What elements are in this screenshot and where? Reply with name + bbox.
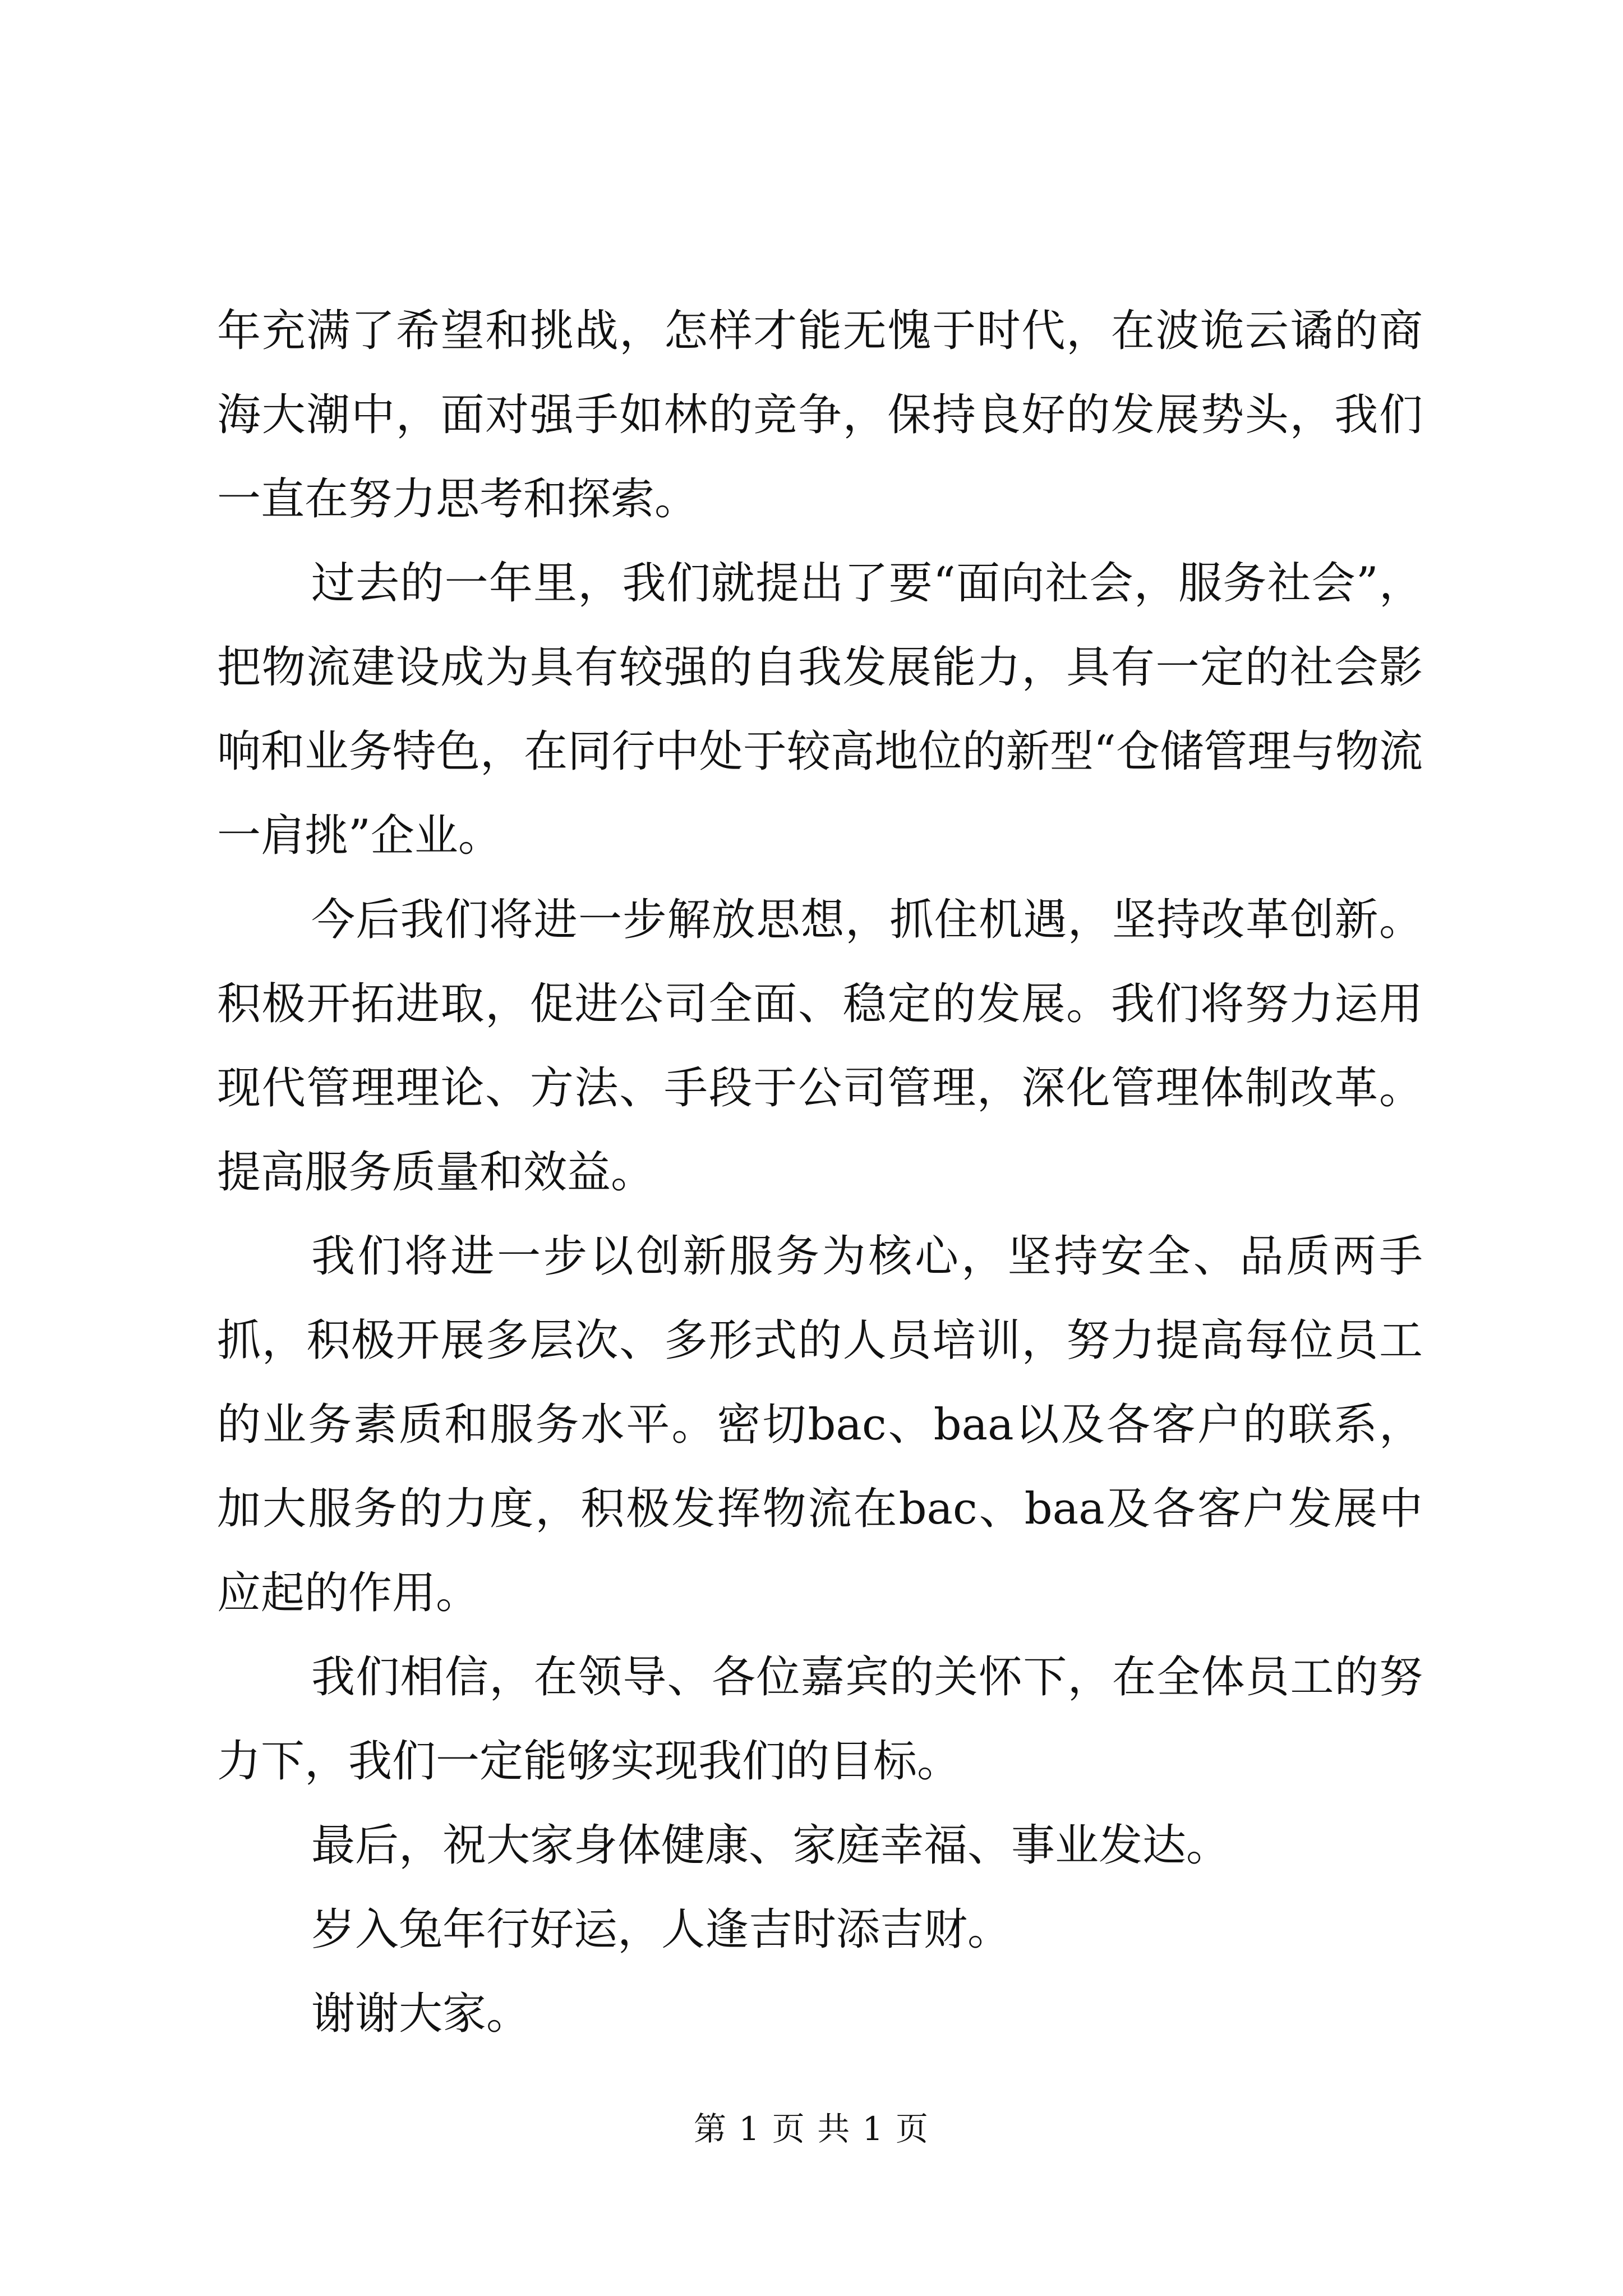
paragraph-8: 谢谢大家。 [311, 1989, 531, 2039]
paragraph-6: 最后，祝大家身体健康、家庭幸福、事业发达。 [311, 1820, 1230, 1871]
page-footer: 第 1 页 共 1 页 [694, 2110, 929, 2148]
paragraph-5: 我们相信，在领导、各位嘉宾的关怀下，在全体员工的努力下，我们一定能够实现我们的目标。 [217, 1652, 1423, 1787]
paragraph-3: 今后我们将进一步解放思想，抓住机遇，坚持改革创新。积极开拓进取，促进公司全面、稳定的发展。我们将努力运用现代管理理论、方法、手段于公司管理，深化管理体制改革。提高服务质量和效益。 [217, 895, 1423, 1198]
paragraph-2: 过去的一年里，我们就提出了要“面向社会，服务社会”，把物流建设成为具有较强的自我发展能力，具有一定的社会影响和业务特色，在同行中处于较高地位的新型“仓储管理与物流一肩挑”企业。 [217, 558, 1423, 861]
document-body [217, 289, 1423, 2056]
paragraph-7: 岁入兔年行好运，人逢吉时添吉财。 [311, 1904, 1012, 1955]
paragraph-4: 我们将进一步以创新服务为核心，坚持安全、品质两手抓，积极开展多层次、多形式的人员培训，努力提高每位员工的业务素质和服务水平。密切bac、baa以及各客户的联系，加大服务的力度，积极发挥物流在bac、baa及各客户发展中应起的作用。 [217, 1231, 1423, 1618]
paragraph-1: 年充满了希望和挑战，怎样才能无愧于时代，在波诡云谲的商海大潮中，面对强手如林的竞争，保持良好的发展势头，我们一直在努力思考和探索。 [217, 306, 1423, 524]
